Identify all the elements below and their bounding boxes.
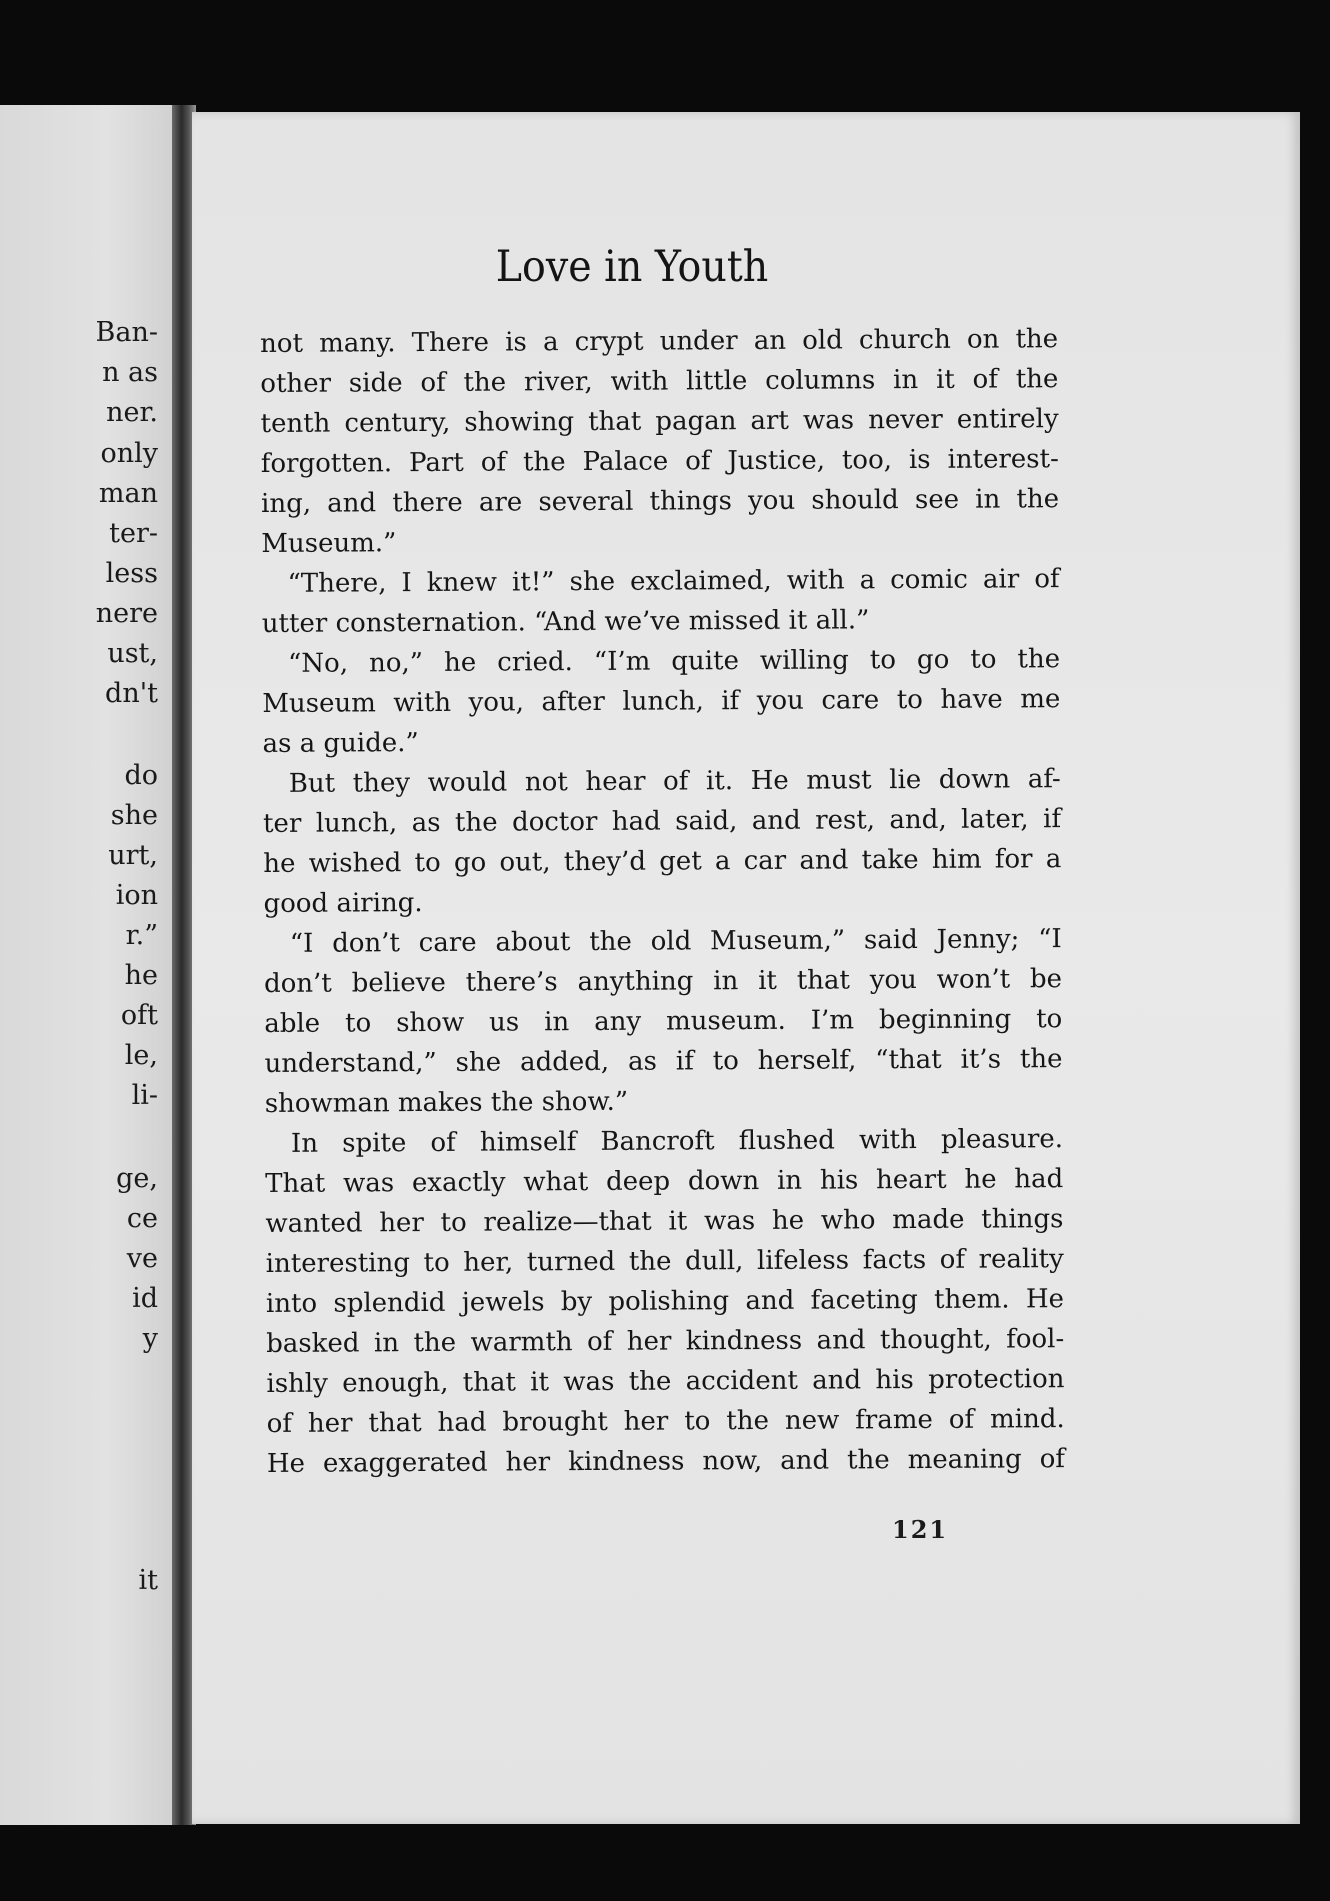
left-page-fragment: le, <box>124 1040 158 1071</box>
text-line: ing, and there are several things you should see in the <box>261 484 1060 519</box>
page-body <box>260 319 1065 1484</box>
text-line: Museum.” <box>261 528 397 559</box>
left-page-fragment: ge, <box>116 1163 158 1194</box>
left-page-fragment: he <box>124 960 158 991</box>
left-page-fragment: ion <box>115 880 158 911</box>
text-line: Museum with you, after lunch, if you care to have me <box>262 684 1061 719</box>
text-line: “I don’t care about the old Museum,” said Jenny; “I <box>289 924 1062 959</box>
left-page-fragment: man <box>98 478 158 509</box>
text-line: as a guide.” <box>262 728 419 759</box>
text-line: he wished to go out, they’d get a car and take him for a <box>263 844 1062 879</box>
left-page-fragment: Ban- <box>95 317 158 348</box>
text-line: That was exactly what deep down in his heart he had <box>265 1164 1064 1199</box>
left-page-fragment: y <box>142 1323 158 1354</box>
text-line: “There, I knew it!” she exclaimed, with a comic air of <box>287 564 1060 599</box>
text-line: wanted her to realize—that it was he who made things <box>265 1204 1064 1239</box>
text-line: other side of the river, with little columns in it of the <box>260 364 1059 399</box>
left-page-fragment: less <box>105 558 158 589</box>
previous-page-edge <box>0 105 180 1825</box>
text-line: ishly enough, that it was the accident and his protection <box>266 1364 1065 1399</box>
page-title: Love in Youth <box>495 242 769 292</box>
text-line: In spite of himself Bancroft flushed with pleasure. <box>290 1124 1064 1159</box>
left-page-fragment: ner. <box>106 397 158 428</box>
left-page-fragment: ve <box>126 1243 158 1274</box>
text-line: interesting to her, turned the dull, lifeless facts of reality <box>265 1244 1064 1279</box>
left-page-fragment: do <box>124 760 158 791</box>
text-line: don’t believe there’s anything in it that you won’t be <box>263 964 1063 999</box>
text-line: forgotten. Part of the Palace of Justice, too, is interest- <box>260 444 1059 479</box>
text-line: into splendid jewels by polishing and faceting them. He <box>265 1284 1065 1319</box>
book-page <box>192 112 1300 1824</box>
text-line: good airing. <box>263 888 423 919</box>
left-page-fragment: ce <box>126 1203 158 1234</box>
text-line: able to show us in any museum. I’m beginning to <box>264 1004 1063 1039</box>
text-line: ter lunch, as the doctor had said, and rest, and, later, if <box>262 804 1062 839</box>
left-page-fragment: id <box>132 1283 158 1314</box>
text-line: But they would not hear of it. He must lie down af- <box>288 764 1061 799</box>
left-page-fragment: dn't <box>105 678 158 709</box>
left-page-fragment: li- <box>131 1080 158 1111</box>
left-page-fragment: oft <box>120 1000 158 1031</box>
text-line: basked in the warmth of her kindness and thought, fool- <box>266 1324 1065 1359</box>
left-page-fragment: r.” <box>125 920 158 951</box>
text-line: showman makes the show.” <box>264 1086 629 1119</box>
left-page-fragment: she <box>110 800 158 831</box>
text-line: of her that had brought her to the new frame of mind. <box>266 1404 1065 1439</box>
left-page-fragment: only <box>100 438 158 469</box>
text-line: He exaggerated her kindness now, and the meaning of <box>266 1444 1066 1479</box>
text-line: understand,” she added, as if to herself, “that it’s the <box>264 1044 1063 1079</box>
left-page-fragment: nere <box>95 598 158 629</box>
left-page-fragment: it <box>138 1565 158 1596</box>
page-number: 121 <box>892 1515 949 1544</box>
left-page-fragment: urt, <box>108 840 158 871</box>
left-page-fragment: ter- <box>109 518 158 549</box>
left-page-fragment: ust, <box>107 638 158 669</box>
text-line: utter consternation. “And we’ve missed it all.” <box>261 605 870 639</box>
text-line: tenth century, showing that pagan art was never entirely <box>260 404 1059 439</box>
text-line: not many. There is a crypt under an old church on the <box>260 324 1059 359</box>
text-line: “No, no,” he cried. “I’m quite willing to go to the <box>287 644 1061 679</box>
left-page-fragment: n as <box>102 357 158 388</box>
